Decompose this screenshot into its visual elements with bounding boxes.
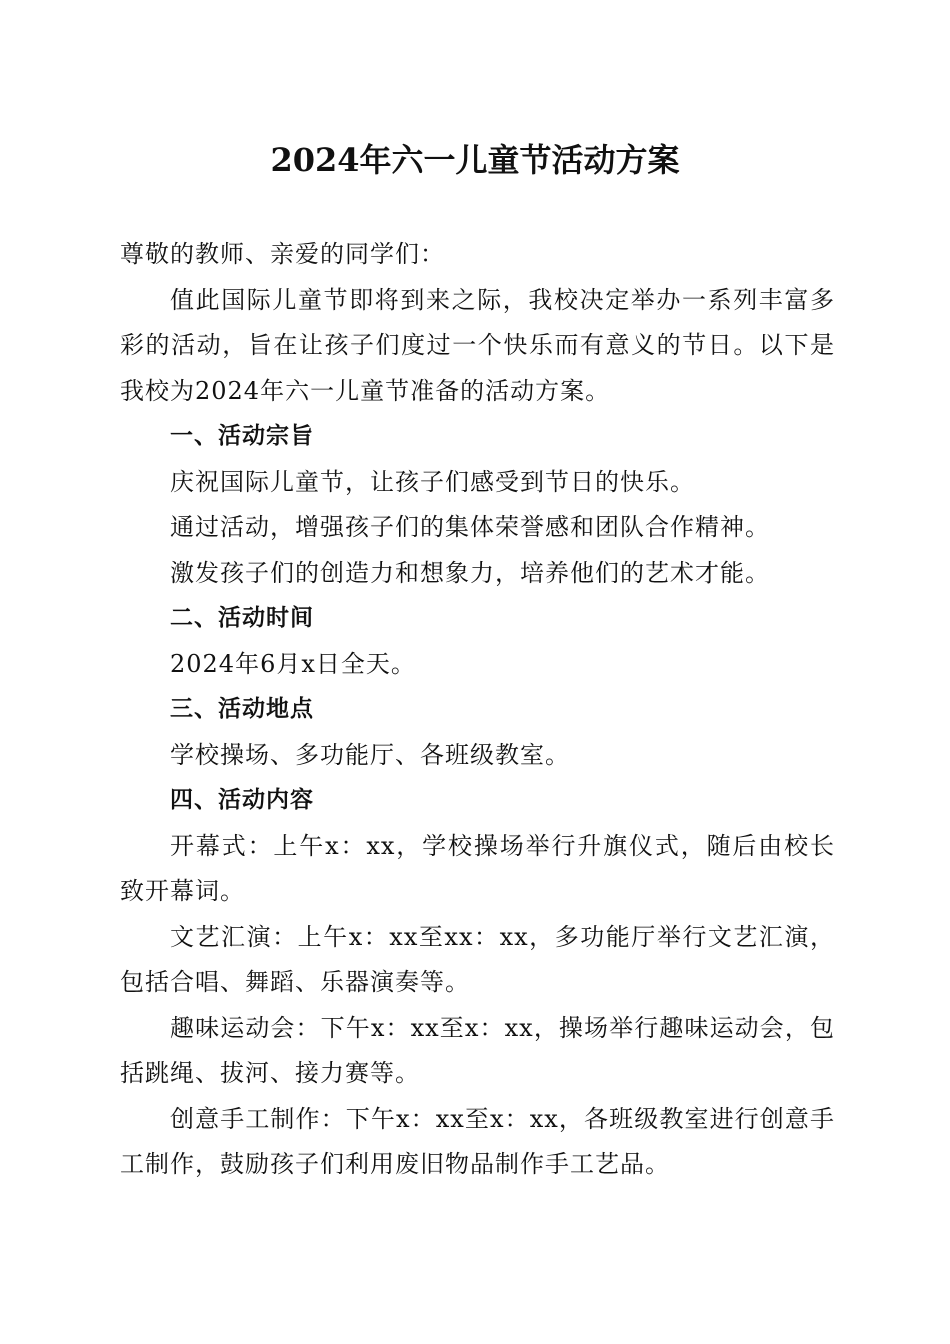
intro-paragraph: 值此国际儿童节即将到来之际，我校决定举办一系列丰富多彩的活动，旨在让孩子们度过一个快乐而有意义的节日。以下是我校为2024年六一儿童节准备的活动方案。	[120, 285, 835, 405]
purpose-paragraph: 庆祝国际儿童节，让孩子们感受到节日的快乐。	[170, 467, 695, 496]
location-paragraph: 学校操场、多功能厅、各班级教室。	[170, 740, 570, 769]
content-paragraph: 趣味运动会：下午x：xx至x：xx，操场举行趣味运动会，包括跳绳、拔河、接力赛等。	[120, 1013, 835, 1087]
content-paragraph: 文艺汇演：上午x：xx至xx：xx，多功能厅举行文艺汇演，包括合唱、舞蹈、乐器演奏等。	[120, 922, 835, 996]
document-title: 2024年六一儿童节活动方案	[270, 141, 680, 179]
time-paragraph: 2024年6月x日全天。	[170, 649, 416, 678]
purpose-paragraph: 通过活动，增强孩子们的集体荣誉感和团队合作精神。	[170, 513, 770, 541]
document-body	[120, 232, 835, 1188]
section-heading-location: 三、活动地点	[170, 696, 314, 722]
content-paragraph: 开幕式：上午x：xx，学校操场举行升旗仪式，随后由校长致开幕词。	[120, 831, 835, 905]
content-paragraph: 创意手工制作：下午x：xx至x：xx，各班级教室进行创意手工制作，鼓励孩子们利用废旧物品制作手工艺品。	[120, 1104, 835, 1178]
section-heading-content: 四、活动内容	[170, 787, 314, 813]
greeting: 尊敬的教师、亲爱的同学们：	[120, 240, 445, 268]
purpose-paragraph: 激发孩子们的创造力和想象力，培养他们的艺术才能。	[170, 558, 770, 587]
section-heading-time: 二、活动时间	[170, 605, 314, 631]
section-heading-purpose: 一、活动宗旨	[170, 423, 314, 449]
